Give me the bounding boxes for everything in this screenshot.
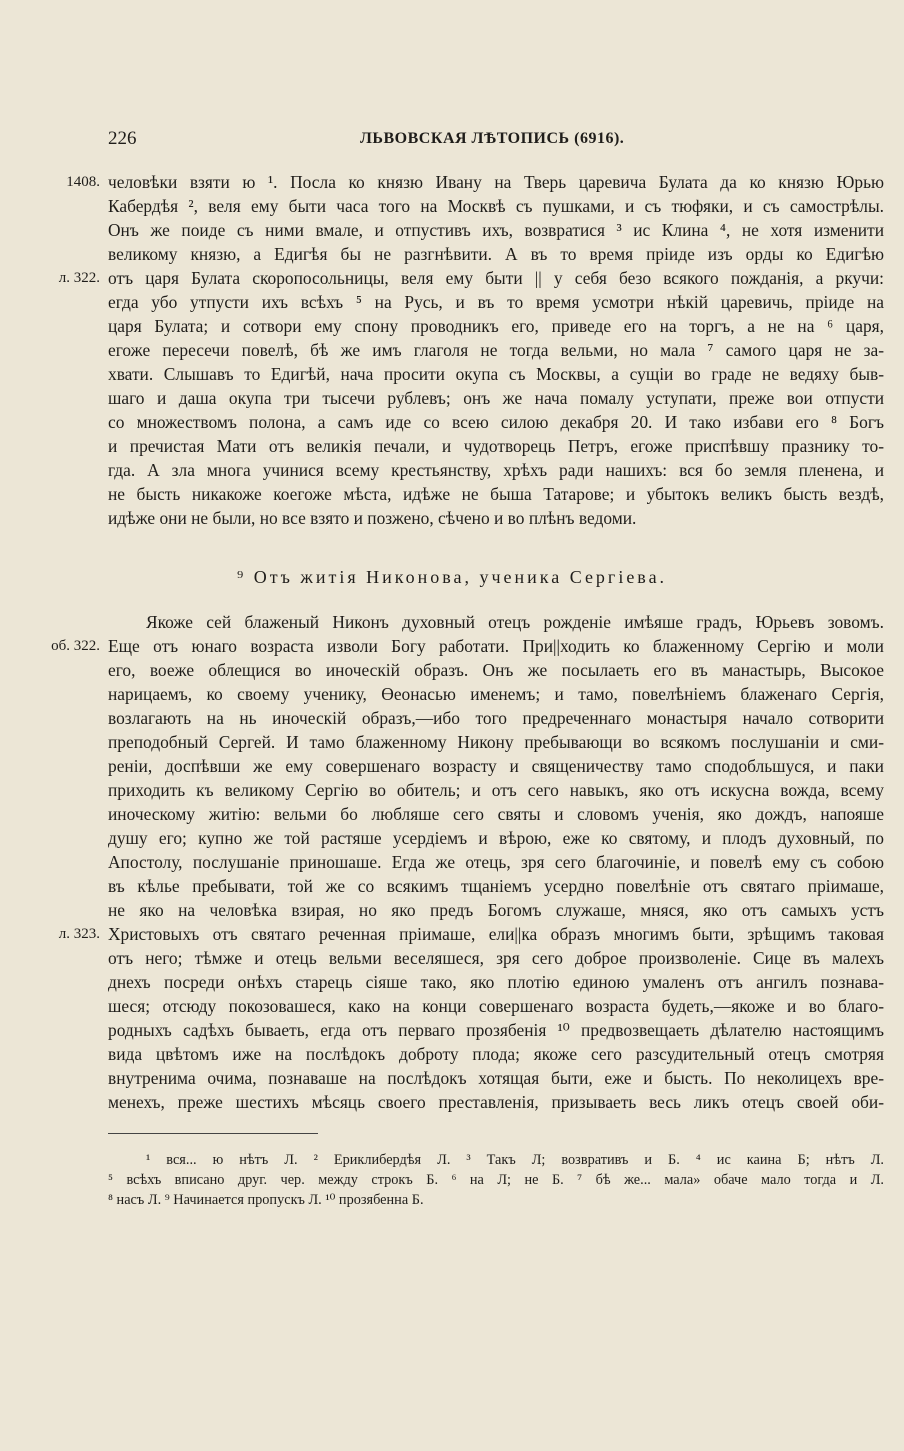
text-line: иноческому житiю: вельми бо любляше сего святы и словомъ ученiя, яко дождъ, напояше: [108, 804, 884, 824]
text-line: нарицаемъ, ко своему ученику, Өеонасью именемъ; и тамо, повелѣнiемъ блаженаго Сергiя,: [108, 684, 884, 704]
text-line: и пречистая Мати отъ великiя печали, и чудотворець Петръ, егоже приспѣвшу празнику то-: [108, 436, 884, 456]
margin-note: 1408.: [66, 174, 100, 190]
text-line: человѣки взяти ю ¹. Посла ко князю Ивану на Тверь царевича Булата да ко князю Юрью: [108, 172, 884, 192]
margin-note: л. 322.: [58, 270, 100, 286]
text-line: не яко на человѣка взирая, но яко предъ Богомъ служаше, мняся, яко отъ самыхъ устъ: [108, 900, 884, 920]
text-line: отъ царя Булата скоропосольницы, веля ему быти || у себя безо всякого пожданiя, а ркучи:: [108, 268, 884, 288]
footnote-line: ⁸ насъ Л. ⁹ Начинается пропускъ Л. ¹⁰ прозябенна Б.: [108, 1192, 424, 1208]
text-line: хвати. Слышавъ то Едигѣй, нача просити окупа съ Москвы, а сущiи во граде не ведяху быв-: [108, 364, 884, 384]
text-line: вида цвѣтомъ иже на послѣдокъ доброту плода; якоже сего разсудительный отецъ смотряя: [108, 1044, 884, 1064]
footnote-line: ⁵ всѣхъ вписано друг. чер. между строкъ Б. ⁶ на Л; не Б. ⁷ бѣ же... мала» обаче мало тогда и Л.: [108, 1172, 884, 1188]
footnote-rule: [108, 1133, 318, 1134]
margin-note: об. 322.: [51, 638, 100, 654]
text-line: въ кѣлье пребывати, той же со всякимъ тщанiемъ усердно повелѣнiе отъ святаго прiимаше,: [108, 876, 884, 896]
text-line: родныхъ садѣхъ бываеть, егда отъ перваго прозябенiя ¹⁰ предвозвещаеть дѣлателю настоящимъ: [108, 1020, 884, 1040]
text-line: душу его; купно же той растяше усердiемъ и вѣрою, еже ко святому, и плодъ духовный, по: [108, 828, 884, 848]
text-line: царя Булата; и сотвори ему спону проводникъ его, приведе его на торгъ, а не на ⁶ царя,: [108, 316, 884, 336]
page-number: 226: [108, 128, 137, 149]
text-line: его, воеже облещися во иноческiй образъ. Онъ же посылаеть его въ манастырь, Высокое: [108, 660, 884, 680]
text-line: великому князю, а Едигѣя бы не разгнѣвити. А въ то время прiиде изъ орды ко Едигѣю: [108, 244, 884, 264]
text-line: приходить къ великому Сергiю во обитель; и отъ сего навыкъ, яко отъ искусна вожда, всему: [108, 780, 884, 800]
text-line: возлагають на нь иноческiй образъ,—ибо того предреченнаго монастыря начало сотворити: [108, 708, 884, 728]
text-line: преподобный Сергей. И тамо блаженному Никону пребывающи во всякомъ послушанiи и сми-: [108, 732, 884, 752]
footnote-line: ¹ вся... ю нѣтъ Л. ² Ериклибердѣя Л. ³ Такъ Л; возвративъ и Б. ⁴ ис каина Б; нѣтъ Л.: [146, 1152, 884, 1168]
text-line: егда убо утпусти ихъ всѣхъ ⁵ на Русь, и въ то время усмотри нѣкiй царевичь, прiиде на: [108, 292, 884, 312]
text-line: не бысть никакоже коегоже мѣста, идѣже не быша Татарове; и убытокъ великъ бысть вездѣ,: [108, 484, 884, 504]
text-line: отъ него; тѣмже и отець вельми веселяшеся, зря сего доброе произволенiе. Сице въ малехъ: [108, 948, 884, 968]
text-line: ренiи, доспѣвши же ему совершенаго возрасту и священичеству тамо сподобльшуся, и паки: [108, 756, 884, 776]
running-head: ЛЬВОВСКАЯ ЛѢТОПИСЬ (6916).: [360, 130, 625, 147]
text-line: со множествомъ полона, а самъ иде со всею силою декабря 20. И тако избави его ⁸ Богъ: [108, 412, 884, 432]
text-line: Христовыхъ отъ святаго реченная прiимаше, ели||ка образъ многимъ быти, зрѣщимъ таковая: [108, 924, 884, 944]
text-line: идѣже они не были, но все взято и позжено, сѣчено и во плѣнъ ведоми.: [108, 508, 637, 528]
text-line: Якоже сей блаженый Никонъ духовный отецъ рожденiе имѣяше градъ, Юрьевъ зовомъ.: [146, 612, 884, 632]
text-line: менехъ, преже шестихъ мѣсяць своего преставленiя, призываеть весь ликъ отецъ своей оби-: [108, 1092, 884, 1112]
text-line: днехъ посреди онѣхъ старець сiяше тако, яко плотiю единою умаленъ отъ ангилъ познава-: [108, 972, 884, 992]
text-line: Апостолу, послушанiе приношаше. Егда же отець, зря сего благочинiе, и повелѣ ему съ собою: [108, 852, 884, 872]
text-line: Онъ же поиде съ ними вмале, и отпустивъ ихъ, возвратися ³ ис Клина ⁴, не хотя изменити: [108, 220, 884, 240]
text-line: внутренима очима, познаваше на послѣдокъ хотящая быти, еже и бысть. По неколицехъ вре-: [108, 1068, 884, 1088]
section-title: ⁹ Отъ житiя Никонова, ученика Сергiева.: [236, 567, 668, 587]
text-line: гда. А зла многа учинися всему крестьянству, хрѣхъ ради нашихъ: вся бо земля пленена, и: [108, 460, 884, 480]
text-line: шаго и даша окупа три тысечи рублевъ; онъ же нача помалу уступати, преже вои отпусти: [108, 388, 884, 408]
text-line: егоже пересечи повелѣ, бѣ же имъ глаголя не тогда вельми, но мала ⁷ самого царя не за-: [108, 340, 884, 360]
text-line: Еще отъ юнаго возраста изволи Богу работати. При||ходить ко блаженному Сергiю и моли: [108, 636, 884, 656]
margin-note: л. 323.: [58, 926, 100, 942]
text-line: шеся; отсюду покозовашеся, како на конци совершенаго возраста будеть,—якоже и во благо-: [108, 996, 884, 1016]
text-line: Кабердѣя ², веля ему быти часа того на Москвѣ съ пушками, и съ тюфяки, и съ самострѣлы.: [108, 196, 884, 216]
